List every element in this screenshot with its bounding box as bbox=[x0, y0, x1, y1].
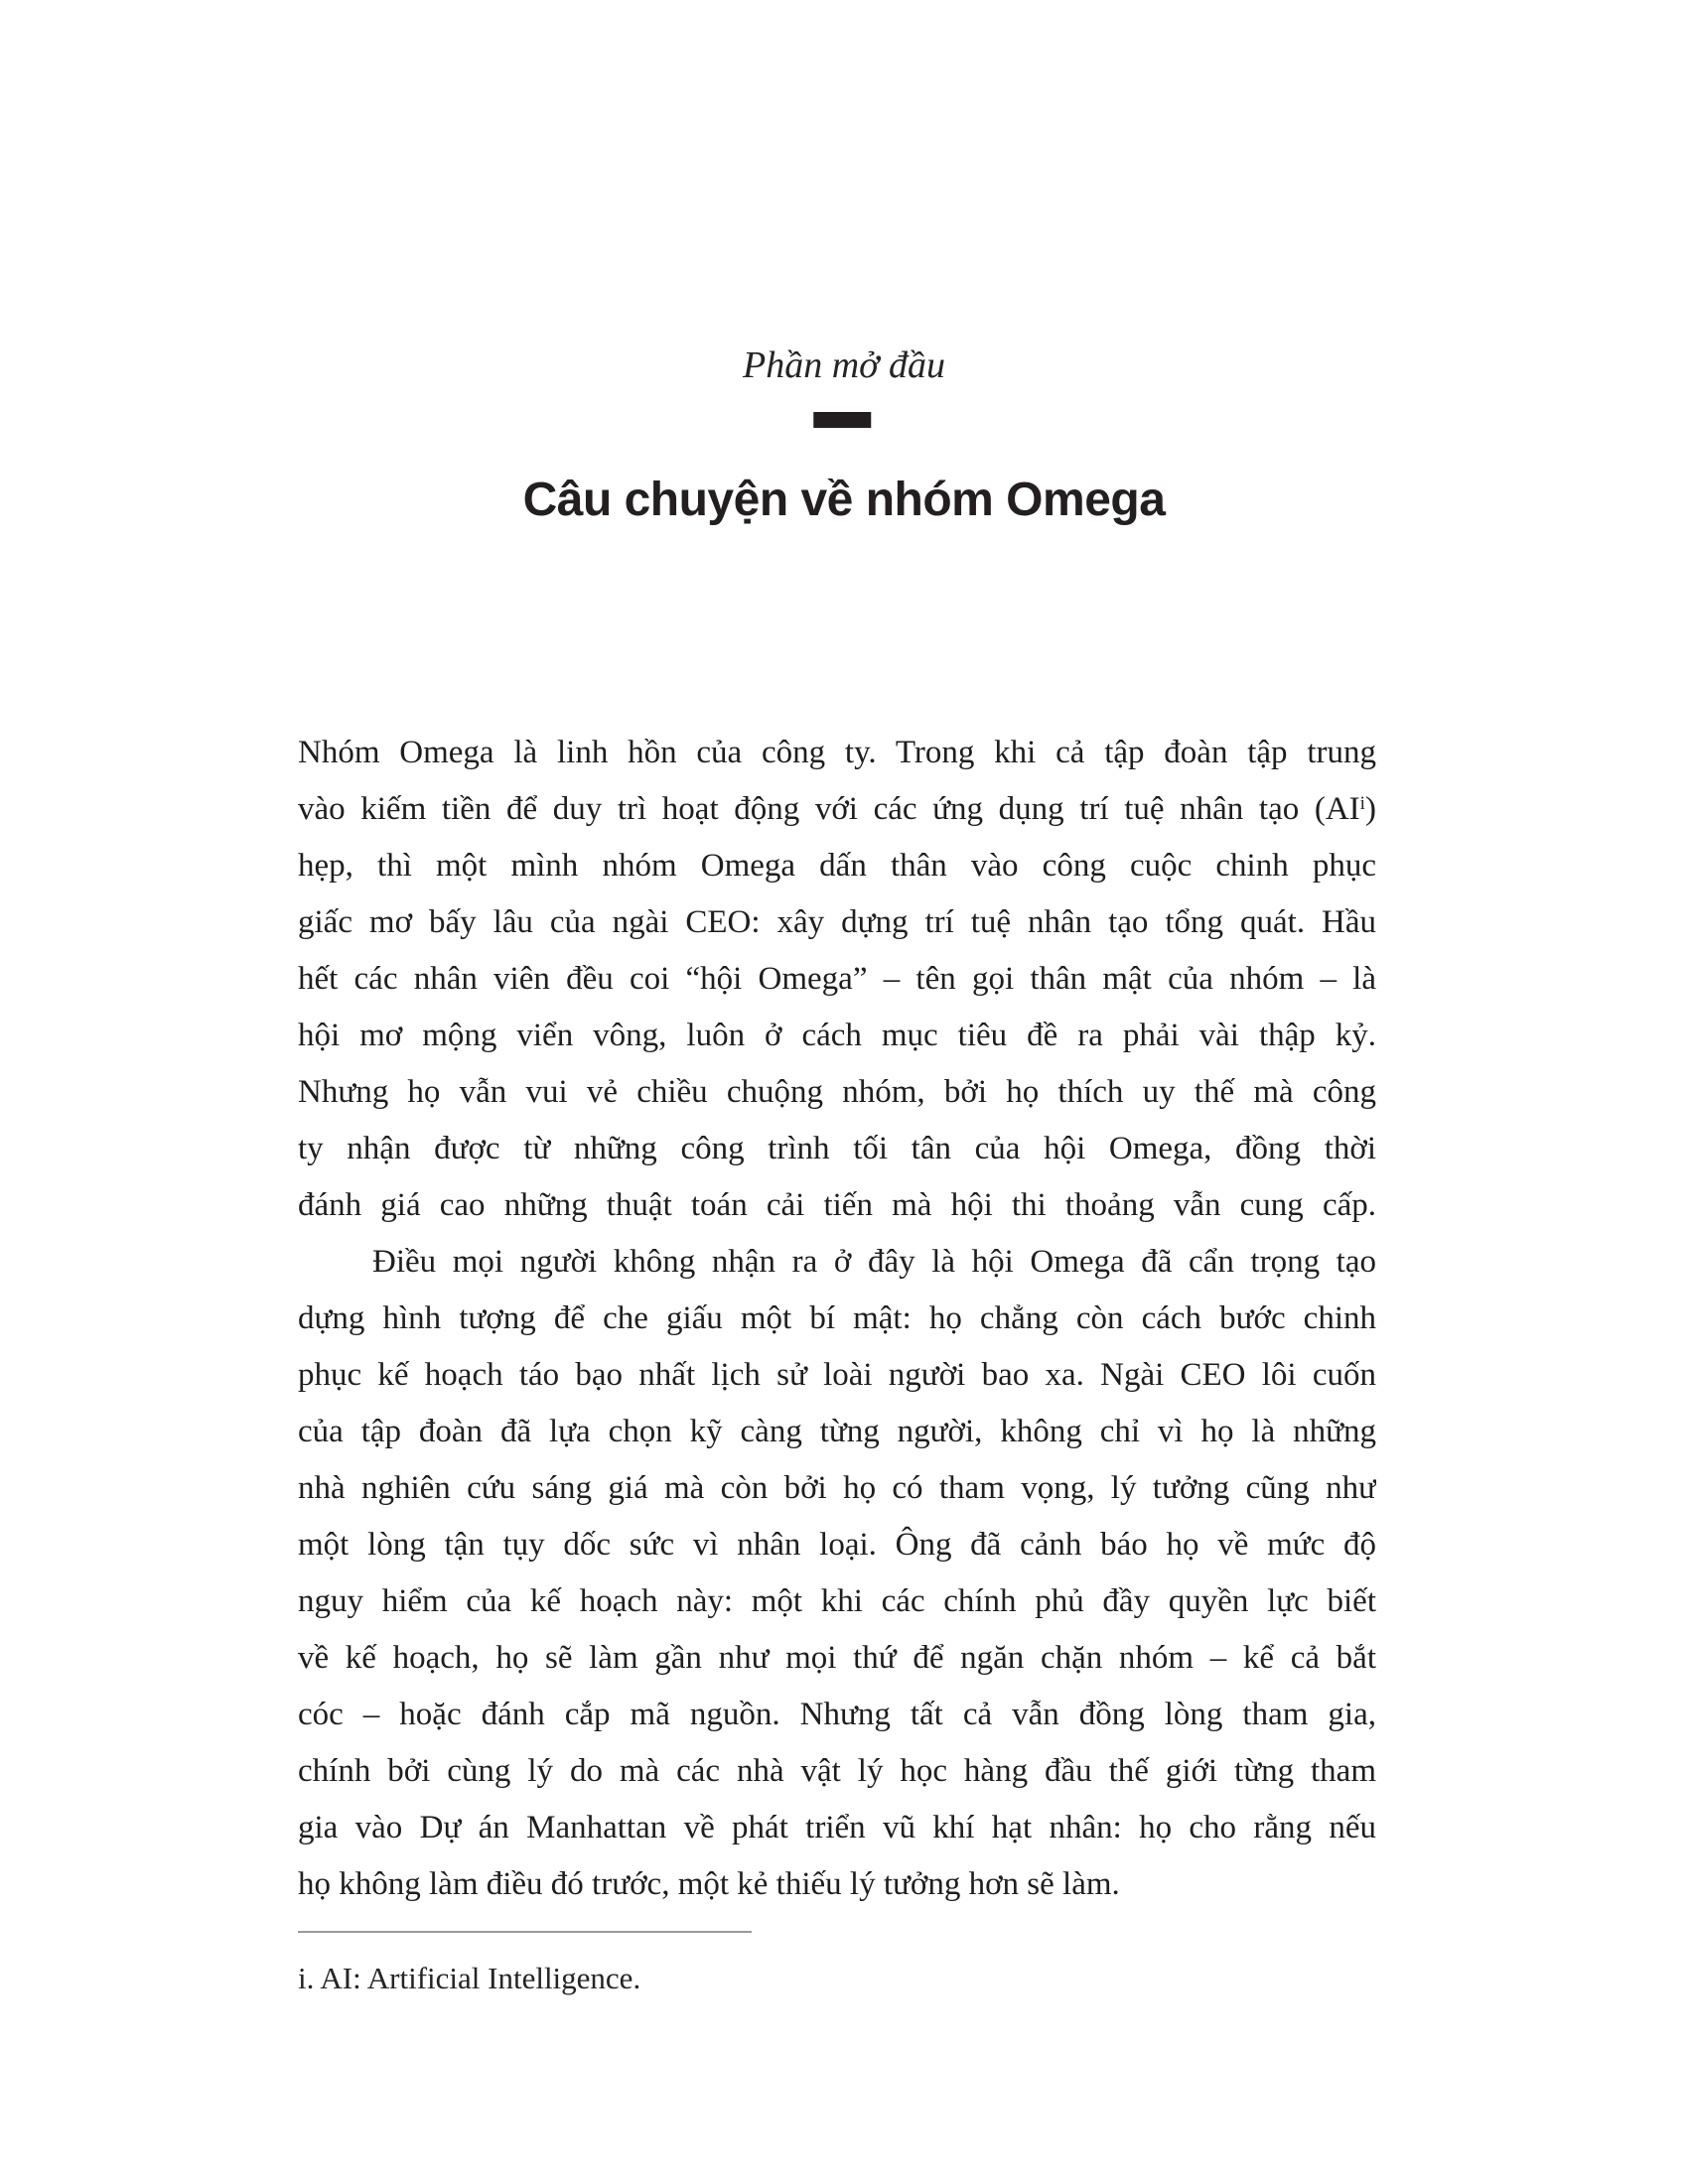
body-line: giấc mơ bấy lâu của ngài CEO: xây dựng trí tuệ nhân tạo tổng quát. Hầu bbox=[298, 904, 1376, 940]
footnote-text: i. AI: Artificial Intelligence. bbox=[298, 1961, 641, 1995]
body-line: cóc – hoặc đánh cắp mã nguồn. Nhưng tất cả vẫn đồng lòng tham gia, bbox=[298, 1697, 1376, 1732]
body-line: vào kiếm tiền để duy trì hoạt động với các ứng dụng trí tuệ nhân tạo (AIi) bbox=[298, 791, 1376, 827]
body-line: họ không làm điều đó trước, một kẻ thiếu lý tưởng hơn sẽ làm. bbox=[298, 1866, 1120, 1902]
body-line-segment: ) bbox=[1365, 791, 1376, 827]
body-text bbox=[298, 725, 1376, 1913]
body-line: Nhóm Omega là linh hồn của công ty. Trong khi cả tập đoàn tập trung bbox=[298, 735, 1376, 770]
body-line: hội mơ mộng viển vông, luôn ở cách mục tiêu đề ra phải vài thập kỷ. bbox=[298, 1018, 1376, 1053]
body-line: Nhưng họ vẫn vui vẻ chiều chuộng nhóm, bởi họ thích uy thế mà công bbox=[298, 1074, 1376, 1110]
footnote-separator bbox=[298, 1931, 752, 1933]
body-line: hết các nhân viên đều coi “hội Omega” – tên gọi thân mật của nhóm – là bbox=[298, 961, 1376, 997]
body-line: nhà nghiên cứu sáng giá mà còn bởi họ có tham vọng, lý tưởng cũng như bbox=[298, 1470, 1376, 1506]
body-line: về kế hoạch, họ sẽ làm gần như mọi thứ để ngăn chặn nhóm – kể cả bắt bbox=[298, 1640, 1376, 1676]
body-line: một lòng tận tụy dốc sức vì nhân loại. Ông đã cảnh báo họ về mức độ bbox=[298, 1527, 1376, 1563]
section-label: Phần mở đầu bbox=[743, 344, 945, 386]
paragraph-1 bbox=[298, 725, 1376, 1234]
body-line: hẹp, thì một mình nhóm Omega dấn thân vào công cuộc chinh phục bbox=[298, 848, 1376, 884]
section-divider-bar bbox=[813, 412, 871, 428]
paragraph-2 bbox=[298, 1234, 1376, 1913]
body-line: Điều mọi người không nhận ra ở đây là hội Omega đã cẩn trọng tạo bbox=[372, 1244, 1376, 1280]
body-line: của tập đoàn đã lựa chọn kỹ càng từng người, không chỉ vì họ là những bbox=[298, 1414, 1376, 1449]
body-line: dựng hình tượng để che giấu một bí mật: họ chẳng còn cách bước chinh bbox=[298, 1300, 1376, 1336]
body-line: ty nhận được từ những công trình tối tân của hội Omega, đồng thời bbox=[298, 1131, 1376, 1166]
body-line: đánh giá cao những thuật toán cải tiến mà hội thi thoảng vẫn cung cấp. bbox=[298, 1187, 1376, 1223]
body-line: chính bởi cùng lý do mà các nhà vật lý học hàng đầu thế giới từng tham bbox=[298, 1753, 1376, 1789]
body-line: gia vào Dự án Manhattan về phát triển vũ khí hạt nhân: họ cho rằng nếu bbox=[298, 1810, 1376, 1845]
body-line-segment: vào kiếm tiền để duy trì hoạt động với các ứng dụng trí tuệ nhân tạo (AI bbox=[298, 791, 1360, 827]
chapter-title: Câu chuyện về nhóm Omega bbox=[522, 474, 1166, 526]
body-line: phục kế hoạch táo bạo nhất lịch sử loài người bao xa. Ngài CEO lôi cuốn bbox=[298, 1357, 1376, 1393]
body-line: nguy hiểm của kế hoạch này: một khi các chính phủ đầy quyền lực biết bbox=[298, 1583, 1376, 1619]
